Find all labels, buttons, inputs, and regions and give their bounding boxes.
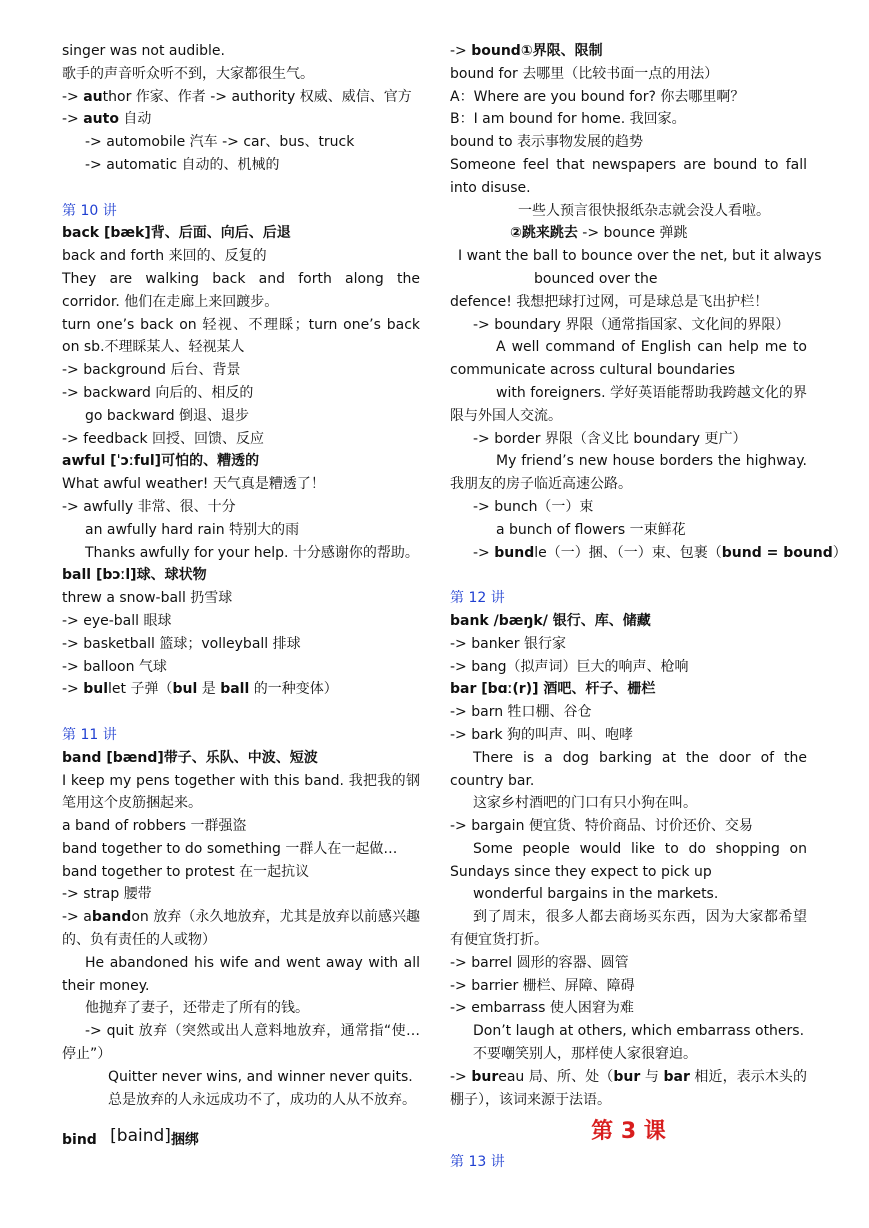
text-line: an awfully hard rain 特别大的雨: [85, 521, 300, 538]
text-line: 不要嘲笑别人，那样使人家很窘迫。: [473, 1046, 697, 1063]
text-line: bounced over the: [534, 270, 658, 287]
text-line: a bunch of flowers 一束鲜花: [496, 521, 686, 538]
entry-quit: -> quit 放弃（突然或出人意料地放弃，通常指“使…停止”）: [62, 1023, 420, 1063]
example-sentence: Thanks awfully for your help. 十分感谢你的帮助。: [85, 544, 419, 561]
text-line: 一些人预言很快报纸杂志就会没人看啦。: [518, 202, 770, 219]
headword-band: band [bænd]带子、乐队、中波、短波: [62, 749, 318, 766]
lecture-12-heading: 第 12 讲: [450, 590, 505, 607]
text-line: -> boundary 界限（通常指国家、文化间的界限）: [473, 316, 790, 333]
text-line: -> bargain 便宜货、特价商品、讨价还价、交易: [450, 818, 753, 835]
lesson-3-heading: 第 3 课: [591, 1119, 666, 1145]
text-line: 总是放弃的人永远成功不了，成功的人从不放弃。: [108, 1091, 416, 1108]
example-sentence: Quitter never wins, and winner never quits.: [108, 1068, 413, 1085]
example-sentence: They are walking back and forth along the corridor. 他们在走廊上来回踱步。: [62, 270, 420, 310]
entry-bounce: ②跳来跳去 -> bounce 弹跳: [510, 225, 688, 242]
text-line: -> bunch（一）束: [473, 498, 594, 515]
text-line: with foreigners. 学好英语能帮助我跨越文化的界限与外国人交流。: [450, 384, 807, 424]
entry-bound: -> bound①界限、限制: [450, 43, 603, 59]
entry-auto: -> auto 自动: [62, 111, 152, 128]
text-line: back and forth 来回的、反复的: [62, 248, 267, 265]
spacer: [450, 564, 807, 587]
text-line: 到了周末，很多人都去商场买东西，因为大家都希望有便宜货打折。: [450, 909, 807, 949]
entry-author: -> author 作家、作者 -> authority 权威、威信、官方: [62, 88, 412, 105]
lecture-11-heading: 第 11 讲: [62, 726, 117, 743]
example-sentence: He abandoned his wife and went away with all their money.: [62, 954, 420, 994]
lecture-10-heading: 第 10 讲: [62, 202, 117, 219]
text-line: -> feedback 回授、回馈、反应: [62, 430, 264, 447]
text-line: a band of robbers 一群强盗: [62, 818, 247, 835]
headword-bind: bind [baind]捆绑: [62, 1126, 199, 1149]
spacer: [62, 177, 420, 200]
example-sentence: What awful weather! 天气真是糟透了！: [62, 476, 325, 493]
example-sentence: A well command of English can help me to communicate across cultural boundaries: [450, 339, 807, 379]
text-line: -> banker 银行家: [450, 635, 566, 652]
entry-bureau: -> bureau 局、所、处（bur 与 bar 相近，表示木头的棚子），该词来源于法语。: [450, 1068, 808, 1108]
entry-bundle: -> bundle（一）捆、（一）束、包裹（bund = bound）: [473, 544, 847, 561]
example-sentence: Some people would like to do shopping on Sundays since they expect to pick up: [450, 840, 807, 880]
lecture-13-heading: 第 13 讲: [450, 1154, 505, 1171]
example-sentence: My friend’s new house borders the highway. 我朋友的房子临近高速公路。: [450, 453, 807, 493]
text-line: 这家乡村酒吧的门口有只小狗在叫。: [473, 795, 697, 812]
text-line: -> embarrass 使人困窘为难: [450, 1000, 634, 1017]
headword-back: back [bæk]背、后面、向后、后退: [62, 225, 291, 242]
text-line: 歌手的声音听众听不到，大家都很生气。: [62, 65, 314, 82]
text-line: -> awfully 非常、很、十分: [62, 498, 236, 515]
example-sentence: Don’t laugh at others, which embarrass others.: [473, 1023, 805, 1040]
text-line: band together to do something 一群人在一起做…: [62, 840, 398, 857]
text-line: -> strap 腰带: [62, 886, 152, 903]
text-line: -> barrel 圆形的容器、圆管: [450, 954, 629, 971]
text-line: -> eye-ball 眼球: [62, 612, 172, 629]
text-line: -> barrier 栅栏、屏障、障碍: [450, 977, 635, 994]
right-column: [450, 40, 847, 1174]
dialog-line: B：I am bound for home. 我回家。: [450, 111, 686, 128]
headword-bar: bar [bɑː(r)] 酒吧、杆子、栅栏: [450, 681, 656, 698]
text-line: bound to 表示事物发展的趋势: [450, 134, 644, 151]
text-line: -> automobile 汽车 -> car、bus、truck: [85, 134, 355, 151]
example-sentence: Someone feel that newspapers are bound to fall into disuse.: [450, 156, 807, 196]
text-line: -> background 后台、背景: [62, 362, 241, 379]
text-line: band together to protest 在一起抗议: [62, 863, 310, 880]
entry-abandon: -> abandon 放弃（永久地放弃，尤其是放弃以前感兴趣的、负有责任的人或物）: [62, 909, 421, 949]
example-sentence: I keep my pens together with this band. 我把我的钢笔用这个皮筋捆起来。: [62, 772, 420, 812]
entry-bullet: -> bullet 子弹（bul 是 ball 的一种变体）: [62, 681, 338, 698]
spacer: [62, 1111, 420, 1125]
headword-ball: ball [bɔːl]球、球状物: [62, 567, 207, 584]
headword-bank: bank /bæŋk/ 银行、库、储藏: [450, 612, 651, 629]
text-line: turn one’s back on 轻视、不理睬；turn one’s back on sb.不理睬某人、轻视某人: [62, 316, 420, 356]
text-line: bound for 去哪里（比较书面一点的用法）: [450, 65, 719, 82]
text-line: -> barn 牲口棚、谷仓: [450, 704, 592, 721]
text-line: -> border 界限（含义比 boundary 更广）: [473, 430, 747, 447]
text-line: wonderful bargains in the markets.: [473, 886, 719, 903]
text-line: -> basketball 篮球；volleyball 排球: [62, 635, 301, 652]
text-line: -> balloon 气球: [62, 658, 167, 675]
text-line: 他抛弃了妻子，还带走了所有的钱。: [85, 1000, 309, 1017]
text-line: singer was not audible.: [62, 43, 225, 59]
text-line: -> backward 向后的、相反的: [62, 384, 254, 401]
dialog-line: A：Where are you bound for? 你去哪里啊？: [450, 88, 745, 105]
text-line: go backward 倒退、退步: [85, 407, 250, 424]
example-sentence: There is a dog barking at the door of the country bar.: [450, 749, 807, 789]
headword-awful: awful [ˈɔːful]可怕的、糟透的: [62, 453, 260, 470]
spacer: [62, 701, 420, 724]
left-column: [62, 40, 420, 1152]
text-line: defence! 我想把球打过网，可是球总是飞出护栏！: [450, 293, 769, 310]
example-sentence: I want the ball to bounce over the net, but it always: [458, 248, 822, 265]
text-line: threw a snow-ball 扔雪球: [62, 590, 233, 607]
text-line: -> automatic 自动的、机械的: [85, 156, 280, 173]
text-line: -> bang（拟声词）巨大的响声、枪响: [450, 658, 689, 675]
text-line: -> bark 狗的叫声、叫、咆哮: [450, 726, 634, 743]
